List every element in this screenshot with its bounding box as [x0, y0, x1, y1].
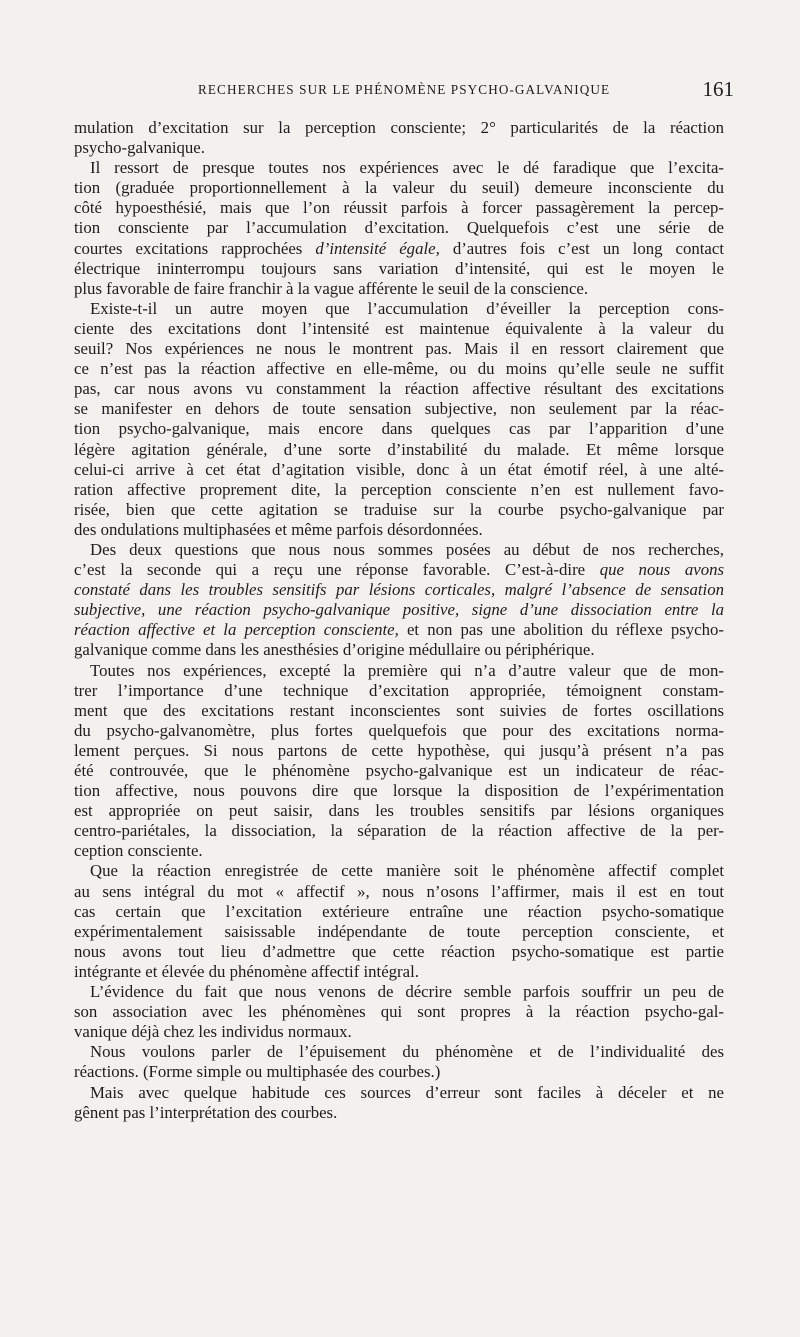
text-line: vanique déjà chez les individus normaux. — [74, 1022, 352, 1042]
italic-line: subjective, une réaction psycho-galvanique positive, signe d’une dissociation entre la — [74, 600, 724, 620]
paragraph-9 — [74, 1083, 724, 1123]
text-line: pas, car nous avons vu constamment la réaction affective résultant des excitations — [74, 379, 724, 399]
paragraph-2 — [74, 158, 724, 299]
text-line: Toutes nos expériences, excepté la première qui n’a d’autre valeur que de mon- — [90, 660, 724, 680]
italic-text: d’intensité égale, — [315, 238, 440, 258]
text-line: Mais avec quelque habitude ces sources d’erreur sont faciles à déceler et ne — [90, 1082, 724, 1102]
text-line: lement perçues. Si nous partons de cette hypothèse, qui jusqu’à présent n’a pas — [74, 740, 724, 760]
text-line-mixed — [74, 620, 724, 640]
text-line: ment que des excitations restant inconscientes sont suivies de fortes oscillations — [74, 700, 724, 720]
text-line: L’évidence du fait que nous venons de décrire semble parfois souffrir un peu de — [90, 982, 724, 1002]
text-line: nous avons tout lieu d’admettre que cette réaction psycho-somatique est partie — [74, 941, 724, 961]
text-line-mixed — [74, 239, 724, 259]
text-line: plus favorable de faire franchir à la vague afférente le seuil de la conscience. — [74, 278, 589, 298]
text-run: d’autres fois c’est un long contact — [439, 238, 724, 258]
text-line: risée, bien que cette agitation se traduise sur la courbe psycho-galvanique par — [74, 499, 724, 519]
paragraph-3 — [74, 299, 724, 540]
paragraph-8 — [74, 1042, 724, 1082]
text-line: psycho-galvanique. — [74, 138, 205, 158]
italic-text: réaction affective et la perception consciente, — [74, 620, 399, 640]
text-line: Que la réaction enregistrée de cette manière soit le phénomène affectif complet — [90, 861, 724, 881]
text-line: tion (graduée proportionnellement à la valeur du seuil) demeure inconsciente du — [74, 178, 724, 198]
text-line: des ondulations multiphasées et même parfois désordonnées. — [74, 519, 483, 539]
text-line: ciente des excitations dont l’intensité est maintenue équivalente à la valeur du — [74, 318, 724, 338]
text-line: tion affective, nous pouvons dire que lorsque la disposition de l’expérimentation — [74, 781, 724, 801]
text-line: intégrante et élevée du phénomène affectif intégral. — [74, 961, 419, 981]
paragraph-1 — [74, 118, 724, 158]
running-title: RECHERCHES SUR LE PHÉNOMÈNE PSYCHO-GALVANIQUE — [198, 82, 611, 97]
text-line: au sens intégral du mot « affectif », nous n’osons l’affirmer, mais il est en tout — [74, 881, 724, 901]
text-line: celui-ci arrive à cet état d’agitation visible, donc à un état émotif réel, à une alté- — [74, 459, 724, 479]
paragraph-7 — [74, 982, 724, 1042]
text-line: légère agitation générale, d’une sorte d’instabilité du malade. Et même lorsque — [74, 439, 724, 459]
text-line: tion consciente par l’accumulation d’excitation. Quelquefois c’est une série de — [74, 218, 724, 238]
text-line: ception consciente. — [74, 841, 203, 861]
body-text — [74, 118, 724, 1123]
italic-text: que nous avons — [599, 560, 724, 580]
text-line: été controuvée, que le phénomène psycho-galvanique est un indicateur de réac- — [74, 761, 724, 780]
text-line: gênent pas l’interprétation des courbes. — [74, 1102, 338, 1122]
paragraph-6 — [74, 861, 724, 982]
text-run: courtes excitations rapprochées — [74, 238, 303, 258]
paragraph-5 — [74, 661, 724, 862]
text-line: ration affective proprement dite, la perception consciente n’en est nullement favo- — [74, 479, 724, 499]
text-line: est appropriée on peut saisir, dans les troubles sensitifs par lésions organiques — [74, 801, 724, 821]
text-line: Existe-t-il un autre moyen que l’accumulation d’éveiller la perception cons- — [90, 298, 724, 318]
text-line: centro-pariétales, la dissociation, la séparation de la réaction affective de la per- — [74, 821, 724, 841]
page-number: 161 — [702, 77, 734, 101]
page-header — [74, 78, 734, 108]
text-run: c’est la seconde qui a reçu une réponse favorable. C’est-à-dire — [74, 560, 586, 580]
text-line: cas certain que l’excitation extérieure entraîne une réaction psycho-somatique — [74, 901, 724, 921]
text-line: ce n’est pas la réaction affective en elle-même, ou du moins qu’elle seule ne suffit — [74, 359, 724, 379]
text-line: expérimentalement saisissable indépendante de toute perception consciente, et — [74, 921, 724, 941]
text-line: tion psycho-galvanique, mais encore dans quelques cas par l’apparition d’une — [74, 419, 724, 439]
text-line: du psycho-galvanomètre, plus fortes quelquefois que pour des excitations norma- — [74, 720, 724, 740]
text-line: électrique ininterrompu toujours sans variation d’intensité, qui est le moyen le — [74, 258, 724, 278]
text-line: côté hypoesthésié, mais que l’on réussit parfois à forcer passagèrement la percep- — [74, 198, 724, 218]
text-line: Des deux questions que nous nous sommes posées au début de nos recherches, — [90, 539, 724, 559]
text-line: trer l’importance d’une technique d’excitation appropriée, témoignent constam- — [74, 680, 724, 700]
text-line-mixed — [74, 560, 724, 580]
text-line: Nous voulons parler de l’épuisement du phénomène et de l’individualité des — [90, 1042, 724, 1062]
text-line: galvanique comme dans les anesthésies d’origine médullaire ou périphérique. — [74, 640, 595, 660]
text-line: seuil? Nos expériences ne nous le montrent pas. Mais il en ressort clairement que — [74, 339, 724, 359]
paragraph-4 — [74, 540, 724, 661]
text-line: se manifester en dehors de toute sensation subjective, non seulement par la réac- — [74, 399, 724, 419]
text-line: Il ressort de presque toutes nos expériences avec le dé faradique que l’excita- — [90, 158, 724, 178]
text-line: mulation d’excitation sur la perception consciente; 2° particularités de la réaction — [74, 118, 724, 137]
italic-line: constaté dans les troubles sensitifs par lésions corticales, malgré l’absence de sensation — [74, 580, 724, 600]
text-run: et non pas une abolition du réflexe psycho- — [398, 620, 724, 640]
text-line: réactions. (Forme simple ou multiphasée des courbes.) — [74, 1062, 441, 1082]
text-line: son association avec les phénomènes qui sont propres à la réaction psycho-gal- — [74, 1002, 724, 1022]
